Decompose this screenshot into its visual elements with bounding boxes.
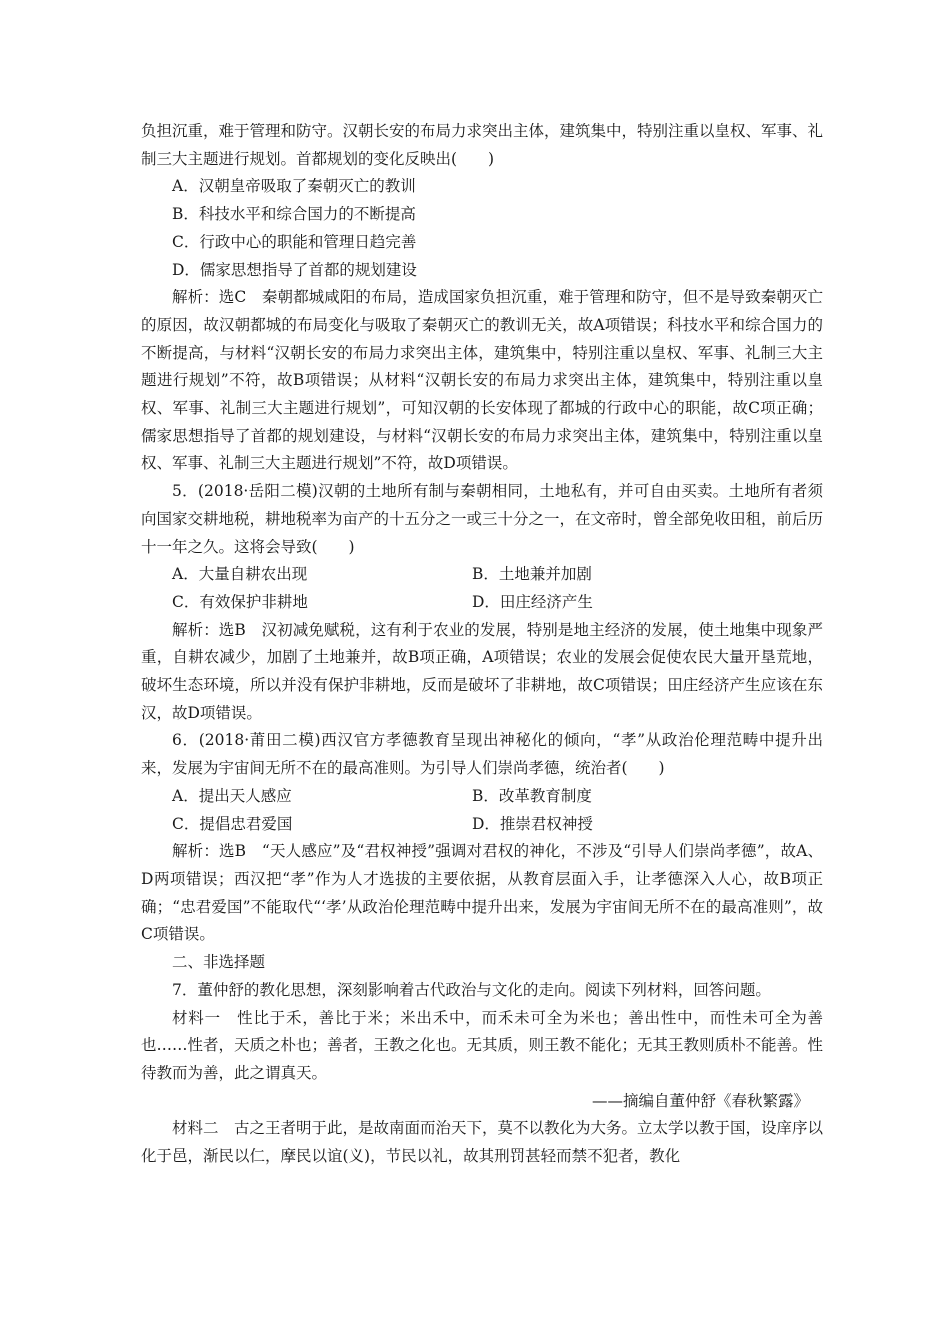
section-heading: 二、非选择题 [172,953,266,972]
q5-option-a: A．大量自耕农出现 [172,565,308,584]
q7-material-2: 材料二 古之王者明于此，是故南面而治天下，莫不以教化为大务。立太学以教于国，设庠序以化于邑，渐民以仁，摩民以谊(义)，节民以礼，故其刑罚甚轻而禁不犯者，教化 [141,1119,824,1166]
q5-options-row-2 [141,589,823,617]
q4-analysis: 解析：选C 秦朝都城咸阳的布局，造成国家负担沉重，难于管理和防守，但不是导致秦朝灭亡的原因，故汉朝都城的布局变化与吸取了秦朝灭亡的教训无关，故A项错误；科技水平和综合国力的不断提高，与材料“汉朝长安的布局力求突出主体，建筑集中，特别注重以皇权、军事、礼制三大主题进行规划”不符，故B项错误；从材料“汉朝长安的布局力求突出主体，建筑集中，特别注重以皇权、军事、礼制三大主题进行规划”，可知汉朝的长安体现了都城的行政中心的职能，故C项正确；儒家思想指导了首都的规划建设，与材料“汉朝长安的布局力求突出主体，建筑集中，特别注重以皇权、军事、礼制三大主题进行规划”不符，故D项错误。 [141,288,823,473]
q6-option-c: C．提倡忠君爱国 [172,814,293,833]
q6-option-d: D．推崇君权神授 [472,814,593,833]
q4-option-d: D．儒家思想指导了首都的规划建设 [172,260,417,279]
q4-option-c: C．行政中心的职能和管理日趋完善 [172,232,417,251]
q7-stem: 7．董仲舒的教化思想，深刻影响着古代政治与文化的走向。阅读下列材料，回答问题。 [172,980,771,999]
q7-material-1: 材料一 性比于禾，善比于米；米出禾中，而禾未可全为米也；善出性中，而性未可全为善也……性者，天质之朴也；善者，王教之化也。无其质，则王教不能化；无其王教则质朴不能善。性待教而为善，此之谓真天。 [141,1008,824,1082]
q5-stem: 5．(2018·岳阳二模)汉朝的土地所有制与秦朝相同，土地私有，并可自由买卖。土地所有者须向国家交耕地税，耕地税率为亩产的十五分之一或三十分之一，在文帝时，曾全部免收田租，前后历十一年之久。这将会导致( ) [141,482,824,556]
q4-option-a: A．汉朝皇帝吸取了秦朝灭亡的教训 [172,177,416,196]
q6-options-row-2 [141,811,823,839]
q5-analysis: 解析：选B 汉初减免赋税，这有利于农业的发展，特别是地主经济的发展，使土地集中现象严重，自耕农减少，加剧了土地兼并，故B项正确，A项错误；农业的发展会促使农民大量开垦荒地，破坏生态环境，所以并没有保护非耕地，反而是破坏了非耕地，故C项错误；田庄经济产生应该在东汉，故D项错误。 [141,620,823,722]
q6-analysis: 解析：选B “天人感应”及“君权神授”强调对君权的神化，不涉及“引导人们崇尚孝德”，故A、D两项错误；西汉把“孝”作为人才选拔的主要依据，从教育层面入手，让孝德深入人心，故B项正确；“忠君爱国”不能取代“‘孝’从政治伦理范畴中提升出来，发展为宇宙间无所不在的最高准则”，故C项错误。 [141,842,823,944]
document-body [141,118,823,1171]
q5-option-b: B．土地兼并加剧 [472,565,592,584]
q5-options-row-1 [141,561,823,589]
q5-option-d: D．田庄经济产生 [472,592,593,611]
q5-option-c: C．有效保护非耕地 [172,592,308,611]
q4-stem: 负担沉重，难于管理和防守。汉朝长安的布局力求突出主体，建筑集中，特别注重以皇权、军事、礼制三大主题进行规划。首都规划的变化反映出( ) [141,122,824,168]
q6-options-row-1 [141,783,823,811]
q7-material-1-source: ——摘编自董仲舒《春秋繁露》 [591,1091,809,1110]
q6-option-a: A．提出天人感应 [172,786,292,805]
q4-option-b: B．科技水平和综合国力的不断提高 [172,205,416,224]
q6-stem: 6．(2018·莆田二模)西汉官方孝德教育呈现出神秘化的倾向，“孝”从政治伦理范畴中提升出来，发展为宇宙间无所不在的最高准则。为引导人们崇尚孝德，统治者( ) [141,731,823,778]
q6-option-b: B．改革教育制度 [472,786,592,805]
